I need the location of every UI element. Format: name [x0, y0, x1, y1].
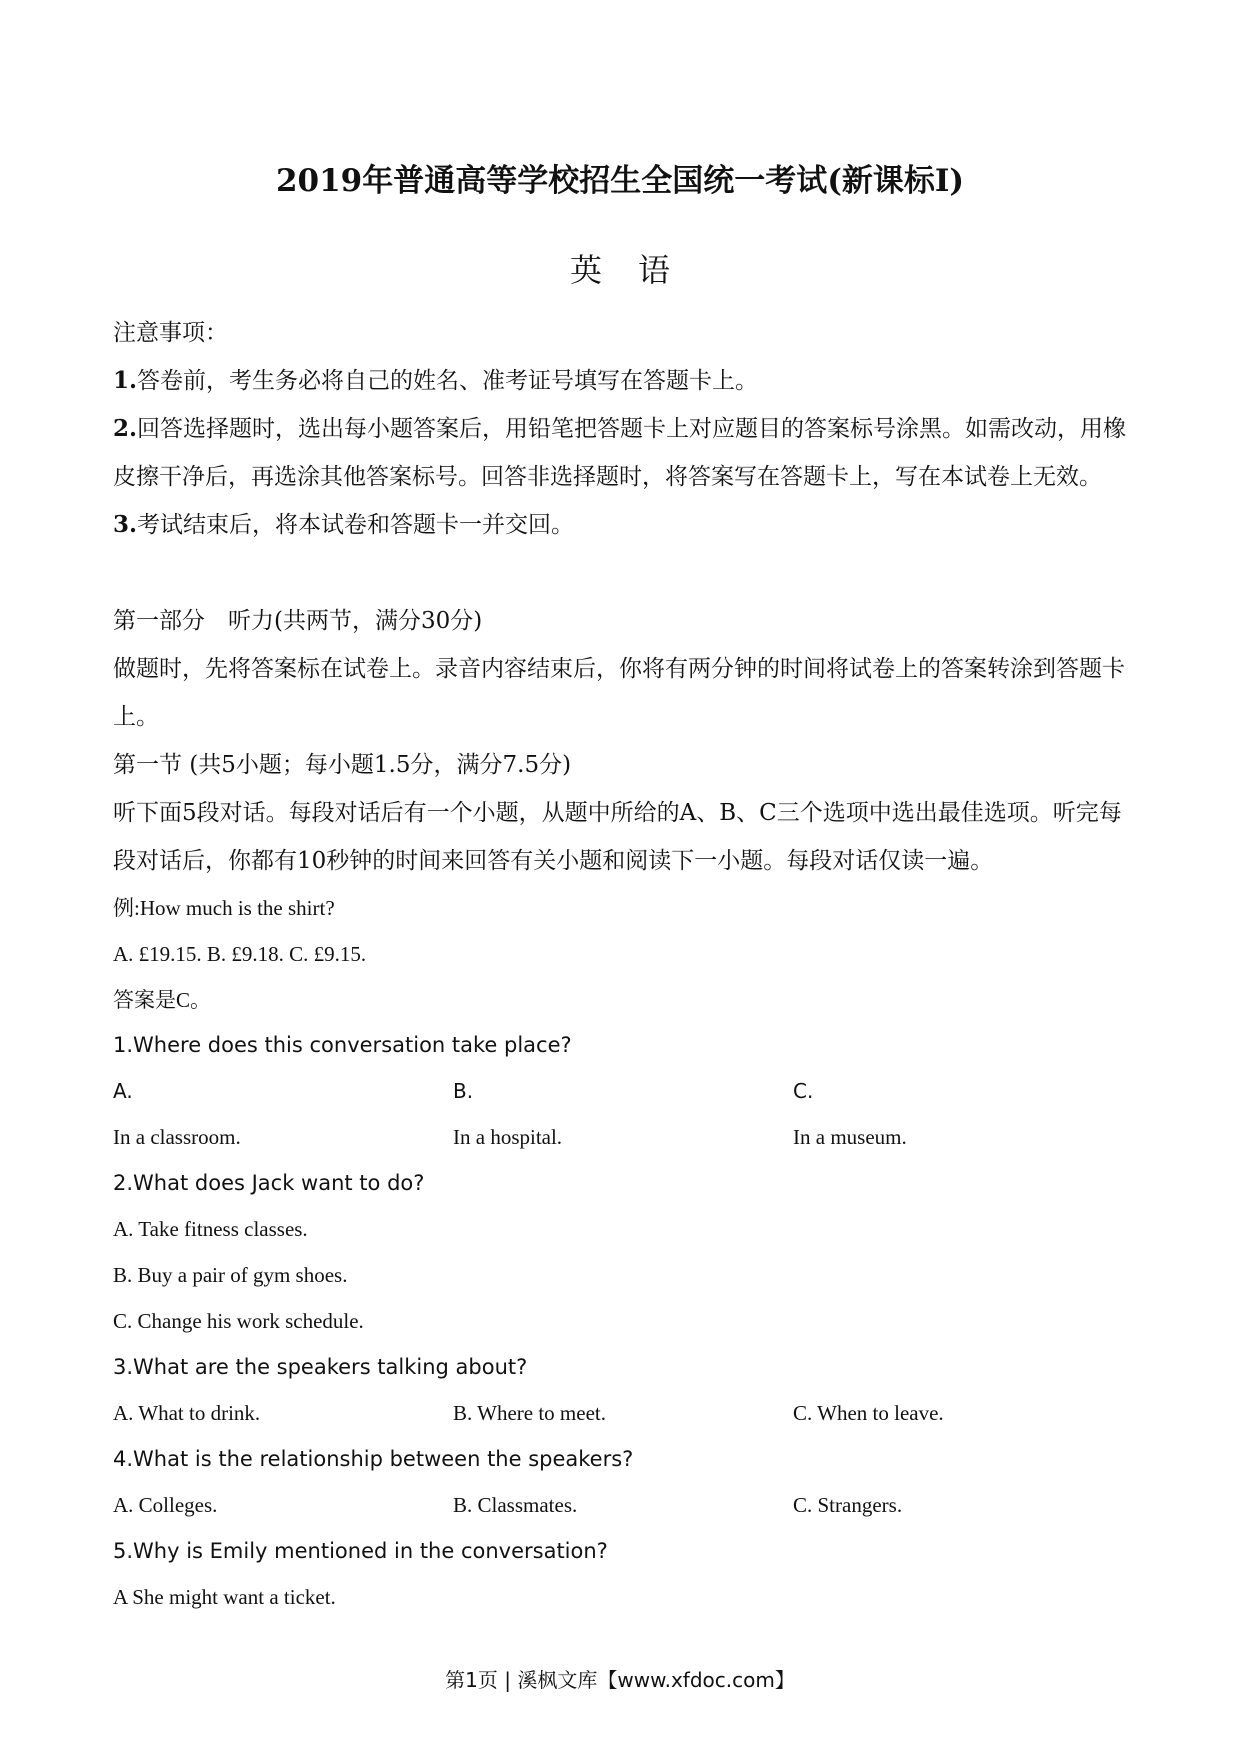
question-stem: 5.Why is Emily mentioned in the conversation? — [113, 1539, 608, 1563]
example-options: A. £19.15. B. £9.18. C. £9.15. — [113, 942, 367, 966]
question-stem: 3.What are the speakers talking about? — [113, 1355, 528, 1379]
notice-item-number: 3. — [113, 511, 138, 538]
page-footer: 第1页 | 溪枫文库【www.xfdoc.com】 — [445, 1668, 795, 1692]
option-b — [453, 1068, 793, 1160]
question-4 — [113, 1436, 1133, 1528]
notice-section — [113, 309, 1133, 549]
option-label: B. — [453, 1079, 474, 1103]
questions-section — [113, 1022, 1133, 1620]
option-b: B. Where to meet. — [453, 1401, 606, 1425]
notice-item-3 — [113, 501, 1133, 549]
notice-item-1 — [113, 357, 1133, 405]
section1-heading: 第一节 (共5小题；每小题1.5分，满分7.5分) — [113, 752, 572, 778]
question-1 — [113, 1022, 1133, 1160]
notice-item-text: 答卷前，考生务必将自己的姓名、准考证号填写在答题卡上。 — [137, 368, 759, 394]
question-stem: 4.What is the relationship between the speakers? — [113, 1447, 634, 1471]
option-text: In a museum. — [793, 1125, 907, 1149]
question-5 — [113, 1528, 1133, 1620]
option-label: A. — [113, 1079, 133, 1103]
question-2 — [113, 1160, 1133, 1344]
option-a — [113, 1068, 453, 1160]
option-a: A. What to drink. — [113, 1401, 261, 1425]
question-options — [113, 1068, 1133, 1160]
notice-item-number: 1. — [113, 367, 138, 394]
option-text: In a hospital. — [453, 1125, 563, 1149]
option-label: C. — [793, 1079, 814, 1103]
option-b: B. Classmates. — [453, 1493, 578, 1517]
notice-heading: 注意事项： — [113, 320, 228, 346]
part1-section — [113, 597, 1133, 885]
question-options — [113, 1482, 1133, 1528]
example-section — [113, 885, 1133, 1023]
example-answer: 答案是C。 — [113, 988, 212, 1012]
part1-instruction: 做题时，先将答案标在试卷上。录音内容结束后，你将有两分钟的时间将试卷上的答案转涂到答题卡上。 — [113, 656, 1125, 730]
option-c: C. Strangers. — [793, 1493, 903, 1517]
question-stem: 2.What does Jack want to do? — [113, 1171, 425, 1195]
option-a: A. Take fitness classes. — [113, 1217, 308, 1241]
option-c: C. Change his work schedule. — [113, 1309, 364, 1333]
option-text: In a classroom. — [113, 1125, 241, 1149]
subject-title: 英语 — [569, 251, 706, 289]
notice-item-number: 2. — [113, 415, 138, 442]
option-c — [793, 1068, 1133, 1160]
part1-heading: 第一部分 听力(共两节，满分30分) — [113, 608, 483, 634]
notice-item-text: 回答选择题时，选出每小题答案后，用铅笔把答题卡上对应题目的答案标号涂黑。如需改动，用橡皮擦干净后，再选涂其他答案标号。回答非选择题时，将答案写在答题卡上，写在本试卷上无效。 — [113, 416, 1127, 490]
exam-title: 2019年普通高等学校招生全国统一考试(新课标I) — [275, 163, 965, 199]
option-c: C. When to leave. — [793, 1401, 944, 1425]
notice-item-2 — [113, 405, 1133, 501]
option-a: A She might want a ticket. — [113, 1585, 336, 1609]
question-3 — [113, 1344, 1133, 1436]
option-b: B. Buy a pair of gym shoes. — [113, 1263, 348, 1287]
option-a: A. Colleges. — [113, 1493, 218, 1517]
example-question: 例:How much is the shirt? — [113, 896, 335, 920]
section1-instruction: 听下面5段对话。每段对话后有一个小题，从题中所给的A、B、C三个选项中选出最佳选项。听完每段对话后，你都有10秒钟的时间来回答有关小题和阅读下一小题。每段对话仅读一遍。 — [113, 800, 1122, 874]
notice-item-text: 考试结束后，将本试卷和答题卡一并交回。 — [137, 512, 575, 538]
question-stem: 1.Where does this conversation take place? — [113, 1033, 572, 1057]
question-options — [113, 1390, 1133, 1436]
